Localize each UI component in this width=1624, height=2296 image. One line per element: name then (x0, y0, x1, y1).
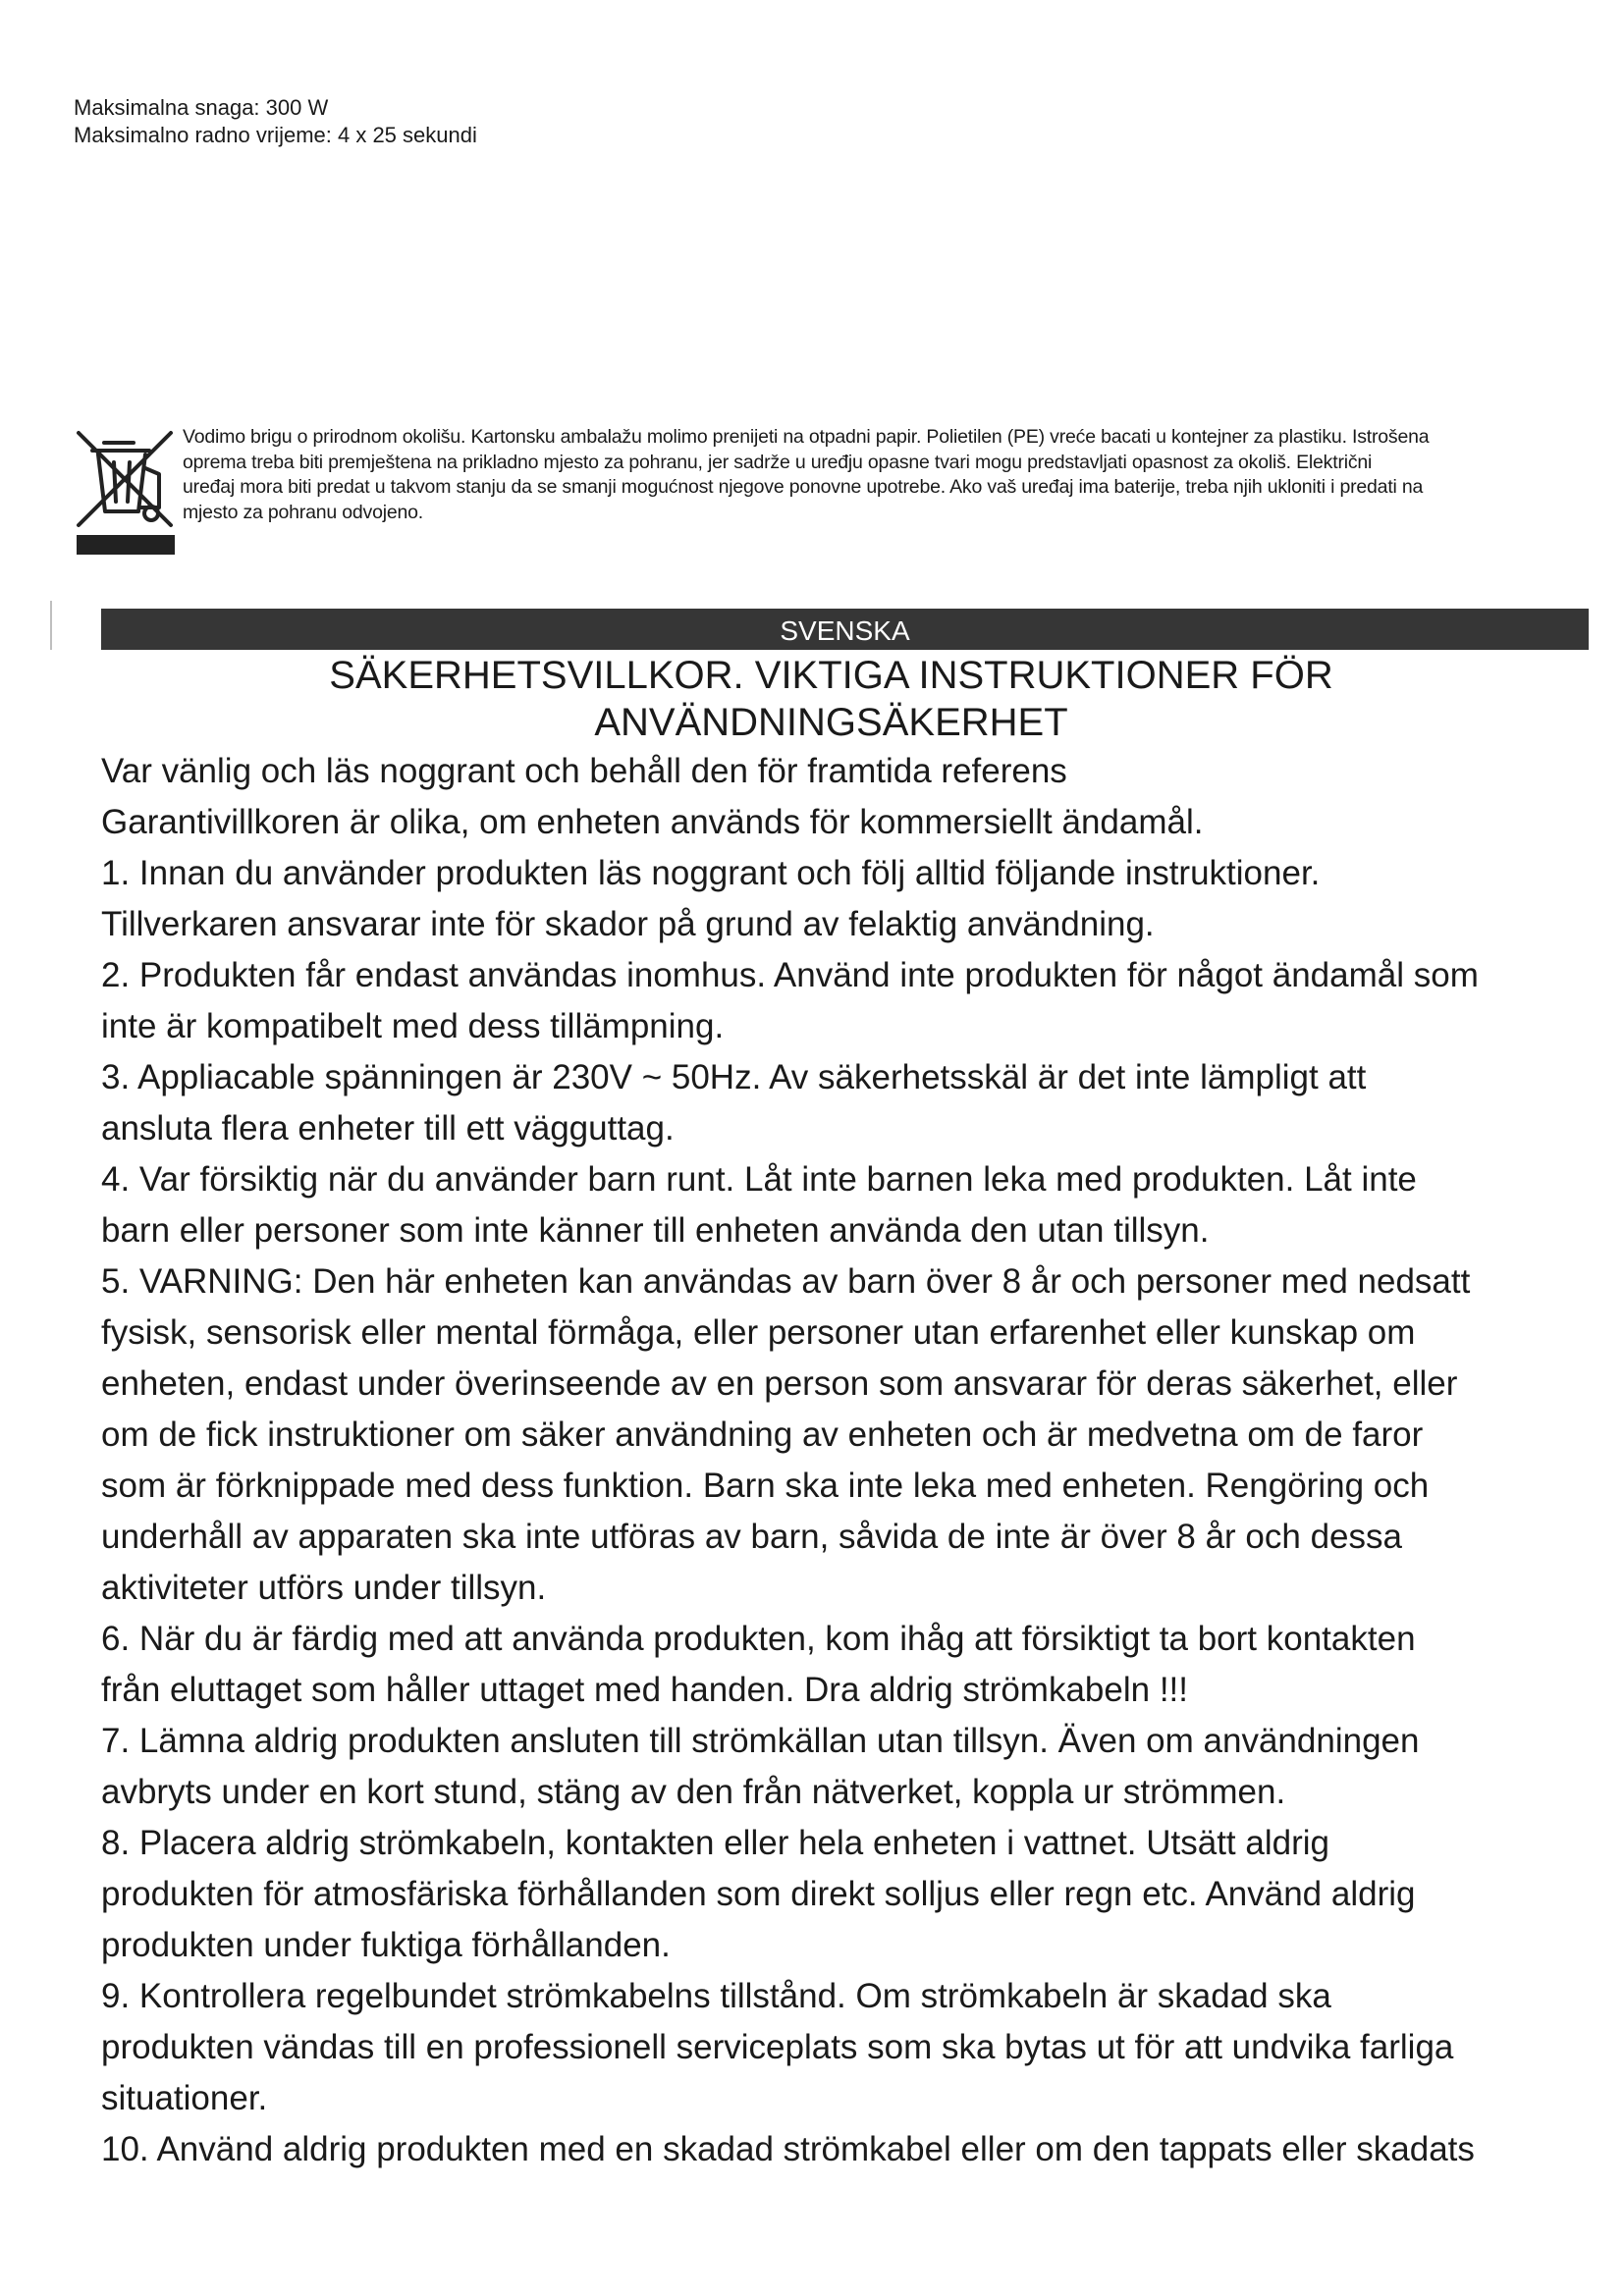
edge-mark (50, 601, 52, 650)
disposal-line: oprema treba biti premještena na prikladno mjesto za pohranu, jer sadrže u uređju opasne tvari mogu predstavljati opasnost za okoliš. Električni (183, 451, 1373, 473)
body-line: enheten, endast under överinseende av en person som ansvarar för deras säkerhet, eller (101, 1364, 1458, 1403)
title-line: ANVÄNDNINGSÄKERHET (594, 701, 1068, 744)
disposal-line: uređaj mora biti predat u takvom stanju da se smanji mogućnost njegove ponovne upotrebe. Ako vaš uređaj ima baterije, treba njih ukloniti i predati na (183, 476, 1424, 498)
body-line: som är förknippade med dess funktion. Barn ska inte leka med enheten. Rengöring och (101, 1467, 1430, 1505)
page-title (101, 652, 1561, 746)
body-line: ansluta flera enheter till ett vägguttag. (101, 1109, 675, 1148)
body-line: 3. Appliacable spänningen är 230V ~ 50Hz. Av säkerhetsskäl är det inte lämpligt att (101, 1058, 1367, 1096)
body-line: avbryts under en kort stund, stäng av den från nätverket, koppla ur strömmen. (101, 1773, 1286, 1811)
disposal-line: mjesto za pohranu odvojeno. (183, 501, 424, 523)
body-line: 9. Kontrollera regelbundet strömkabelns tillstånd. Om strömkabeln är skadad ska (101, 1977, 1331, 2015)
body-line: från eluttaget som håller uttaget med handen. Dra aldrig strömkabeln !!! (101, 1671, 1188, 1709)
body-line: situationer. (101, 2079, 268, 2117)
body-line: 2. Produkten får endast användas inomhus. Använd inte produkten för något ändamål som (101, 956, 1479, 994)
body-line: 10. Använd aldrig produkten med en skadad strömkabel eller om den tappats eller skadats (101, 2130, 1475, 2168)
disposal-line: Vodimo brigu o prirodnom okolišu. Kartonsku ambalažu molimo prenijeti na otpadni papir. Polietilen (PE) vreće bacati u kontejner za plastiku. Istrošena (183, 426, 1430, 448)
body-line: barn eller personer som inte känner till enheten använda den utan tillsyn. (101, 1211, 1210, 1250)
body-line: Tillverkaren ansvarar inte för skador på grund av felaktig användning. (101, 905, 1155, 943)
body-line: fysisk, sensorisk eller mental förmåga, eller personer utan erfarenhet eller kunskap om (101, 1313, 1416, 1352)
safety-instructions (101, 746, 1594, 2175)
body-line: produkten vändas till en professionell serviceplats som ska bytas ut för att undvika farliga (101, 2028, 1454, 2066)
body-line: Garantivillkoren är olika, om enheten används för kommersiellt ändamål. (101, 803, 1204, 841)
body-line: 7. Lämna aldrig produkten ansluten till strömkällan utan tillsyn. Även om användningen (101, 1722, 1420, 1760)
body-line: 4. Var försiktig när du använder barn runt. Låt inte barnen leka med produkten. Låt inte (101, 1160, 1417, 1199)
disposal-notice (183, 425, 1557, 525)
body-line: produkten under fuktiga förhållanden. (101, 1926, 671, 1964)
body-line: inte är kompatibelt med dess tillämpning. (101, 1007, 725, 1045)
title-line: SÄKERHETSVILLKOR. VIKTIGA INSTRUKTIONER FÖR (329, 654, 1333, 697)
body-line: om de fick instruktioner om säker användning av enheten och är medvetna om de faror (101, 1415, 1424, 1454)
body-line: aktiviteter utförs under tillsyn. (101, 1569, 547, 1607)
body-line: Var vänlig och läs noggrant och behåll den för framtida referens (101, 752, 1067, 790)
body-line: 6. När du är färdig med att använda produkten, kom ihåg att försiktigt ta bort kontakten (101, 1620, 1416, 1658)
body-line: 5. VARNING: Den här enheten kan användas av barn över 8 år och personer med nedsatt (101, 1262, 1471, 1301)
body-line: 1. Innan du använder produkten läs noggrant och följ alltid följande instruktioner. (101, 854, 1321, 892)
body-line: 8. Placera aldrig strömkabeln, kontakten eller hela enheten i vattnet. Utsätt aldrig (101, 1824, 1329, 1862)
max-runtime-text: Maksimalno radno vrijeme: 4 x 25 sekundi (74, 123, 477, 147)
max-power-text: Maksimalna snaga: 300 W (74, 95, 329, 120)
body-line: underhåll av apparaten ska inte utföras av barn, såvida de inte är över 8 år och dessa (101, 1518, 1402, 1556)
body-line: produkten för atmosfäriska förhållanden som direkt solljus eller regn etc. Använd aldrig (101, 1875, 1416, 1913)
weee-crossed-bin-icon (75, 429, 177, 555)
language-header: SVENSKA (101, 609, 1589, 650)
specs-block (74, 94, 477, 149)
